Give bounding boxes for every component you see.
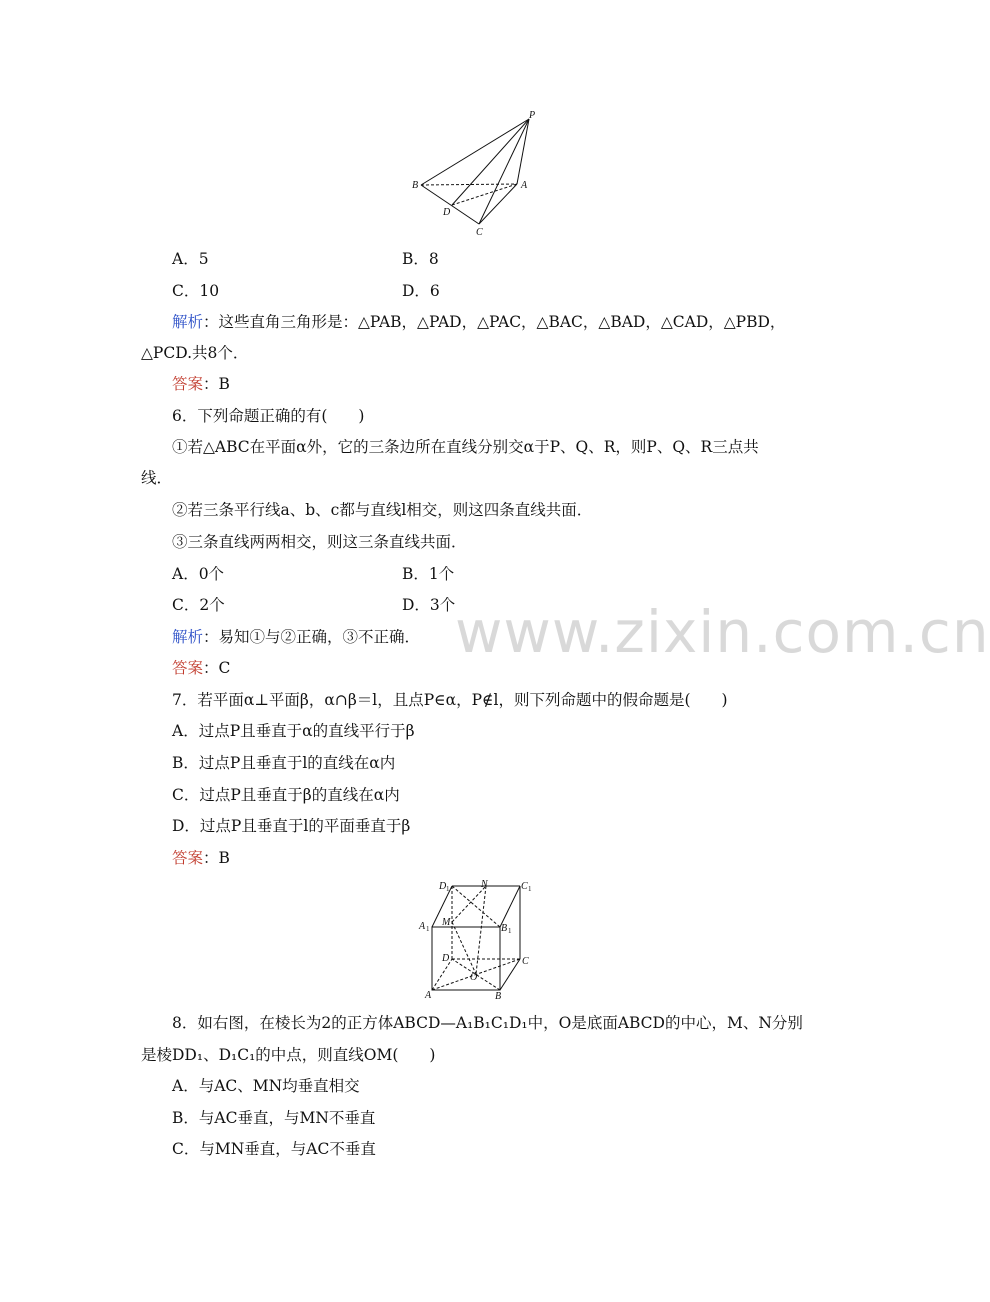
label-B1: B [501, 923, 508, 934]
label-C1: C [521, 881, 528, 892]
label-B: B [412, 180, 419, 191]
label-B1-sub: 1 [508, 927, 512, 935]
q6-option-d: D．3个 [402, 596, 456, 614]
answer-label: 答案 [172, 375, 204, 393]
q5-option-d: D．6 [402, 282, 440, 300]
label-A1-sub: 1 [426, 925, 430, 933]
q5-option-b: B．8 [402, 250, 439, 268]
label-C1-sub: 1 [528, 885, 532, 893]
q6-statement-2: ②若三条平行线a、b、c都与直线l相交，则这四条直线共面． [172, 501, 593, 519]
q7-option-b: B．过点P且垂直于l的直线在α内 [172, 754, 396, 772]
label-A1: A [419, 921, 426, 932]
analysis-text: ：这些直角三角形是：△PAB，△PAD，△PAC，△BAC，△BAD，△CAD，△PBD， [203, 313, 786, 331]
label-A: A [425, 990, 432, 1001]
q7-option-c: C．过点P且垂直于β的直线在α内 [172, 786, 400, 804]
q6-option-b: B．1个 [402, 565, 455, 583]
q8-option-c: C．与MN垂直，与AC不垂直 [172, 1140, 376, 1158]
label-D: D [443, 207, 451, 218]
q6-analysis [172, 627, 420, 647]
q7-stem: 7．若平面α⊥平面β，α∩β＝l，且点P∈α，P∉l，则下列命题中的假命题是( ) [172, 691, 728, 709]
label-D: D [442, 953, 450, 964]
q5-option-c: C．10 [172, 282, 220, 300]
analysis-label: 解析 [172, 313, 204, 331]
analysis-text: ：易知①与②正确，③不正确． [203, 628, 421, 646]
pyramid-figure [405, 108, 555, 238]
q8-option-b: B．与AC垂直，与MN不垂直 [172, 1109, 376, 1127]
label-M: M [442, 917, 451, 928]
q6-option-c: C．2个 [172, 596, 225, 614]
label-P: P [529, 110, 536, 121]
label-B: B [495, 991, 502, 1002]
q6-answer [172, 658, 230, 678]
label-C: C [476, 227, 483, 238]
label-A: A [521, 180, 528, 191]
q7-option-a: A．过点P且垂直于α的直线平行于β [172, 722, 415, 740]
q8-option-a: A．与AC、MN均垂直相交 [172, 1077, 360, 1095]
q8-stem-cont: 是棱DD₁、D₁C₁的中点，则直线OM( ) [141, 1046, 436, 1064]
answer-text: ：C [203, 659, 231, 677]
label-C: C [522, 956, 529, 967]
q8-stem: 8．如右图，在棱长为2的正方体ABCD—A₁B₁C₁D₁中，O是底面ABCD的中心，M、N分别 [172, 1014, 803, 1032]
q7-option-d: D．过点P且垂直于l的平面垂直于β [172, 817, 411, 835]
q6-stem: 6．下列命题正确的有( ) [172, 407, 365, 425]
answer-text: ：B [203, 375, 230, 393]
analysis-label: 解析 [172, 628, 204, 646]
q5-answer [172, 374, 230, 394]
q6-option-a: A．0个 [172, 565, 225, 583]
q5-analysis [172, 312, 785, 332]
label-N: N [481, 879, 488, 890]
watermark: www.zixin.com.cn [455, 598, 990, 666]
label-D1: D [439, 881, 447, 892]
q5-analysis-cont: △PCD.共8个． [141, 344, 249, 362]
q5-option-a: A．5 [172, 250, 209, 268]
q7-answer [172, 848, 230, 868]
label-D1-sub: 1 [446, 885, 450, 893]
answer-text: ：B [203, 849, 230, 867]
q6-statement-1: ①若△ABC在平面α外，它的三条边所在直线分别交α于P、Q、R，则P、Q、R三点共 [172, 438, 759, 456]
label-O: O [470, 972, 478, 983]
answer-label: 答案 [172, 849, 204, 867]
q6-statement-3: ③三条直线两两相交，则这三条直线共面． [172, 533, 467, 551]
answer-label: 答案 [172, 659, 204, 677]
cube-figure [415, 877, 545, 1002]
q6-statement-1-cont: 线． [141, 469, 173, 487]
